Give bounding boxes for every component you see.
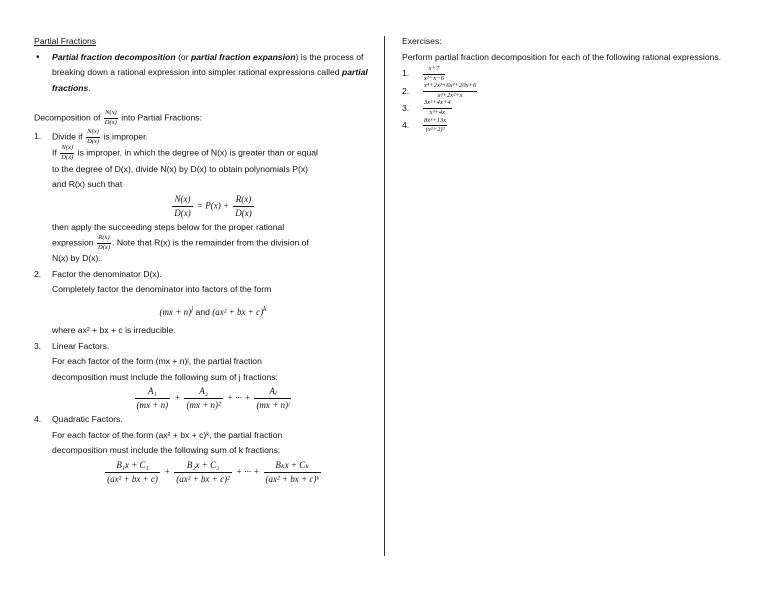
exercise-fraction: $\frac{\text{3x²+4x+4}}{\text{x³+4x}}$ xyxy=(424,99,451,116)
step-2-heading: Factor the denominator D(x). xyxy=(52,268,162,279)
step-3-heading: Linear Factors. xyxy=(52,340,110,351)
exercise-list xyxy=(402,66,742,134)
exercise-number: 4. xyxy=(402,119,410,130)
left-column xyxy=(34,34,374,486)
exercise-item xyxy=(402,118,742,134)
division-equation: $\frac{N(x)}{D(x)}$ = P(x) + $\frac{R(x)}{D(x)}$ xyxy=(174,193,252,218)
column-divider xyxy=(384,36,385,556)
exercise-number: 2. xyxy=(402,85,410,96)
exercise-item xyxy=(402,83,742,99)
exercises-title: Exercises: xyxy=(402,36,442,46)
exercise-number: 1. xyxy=(402,68,410,79)
step-2: 2. Factor the denominator D(x). Completely factor the denominator into factors of the form (mx + n)$^j$ and (ax² + bx + c)$^k$ where ax² + bx + c is irreducible. xyxy=(34,267,374,339)
exercise-fraction: $\frac{\text{x⁴+2x³+6x²+20x+6}}{\text{x³+2x²+x}}$ xyxy=(424,82,477,99)
step-1-heading: Divide if $\frac{N(x)}{D(x)}$ is improper. xyxy=(52,128,148,145)
right-column xyxy=(402,34,742,135)
linear-sum: $\frac{\text{A₁}}{(mx + n)}$ + $\frac{\text{A₂}}{\text{(mx + n)²}}$ + ··· + $\frac{\text{Aⱼ}}{\text{(mx + n)ʲ}}$ xyxy=(136,386,290,411)
term-partial-fractions: partial fractions xyxy=(52,67,368,93)
exercise-item xyxy=(402,66,742,82)
step-4: 4. Quadratic Factors. For each factor of the form (ax² + bx + c)ᵏ, the partial fraction decomposition must include the following sum of k fractions: $\frac{\text{B₁x + C₁}}{\text{(ax² + bx + c)}}$ + $\frac{\text{B₂x + C₂}}{\text{(ax² + bx + c)²}}$ + ··· + Bₖx + Cₖ (ax² + bx + c)ᵏ xyxy=(34,412,374,484)
section-title: Partial Fractions xyxy=(34,36,97,46)
exercise-fraction: $\frac{\text{8x³+13x}}{\text{(x²+2)²}}$ xyxy=(424,116,447,134)
exercises-intro: Perform partial fraction decomposition for each of the following rational expressions. xyxy=(402,51,722,62)
exercise-item xyxy=(402,100,742,116)
quadratic-sum: $\frac{\text{B₁x + C₁}}{\text{(ax² + bx + c)}}$ + $\frac{\text{B₂x + C₂}}{\text{(ax² + bx + c)²}}$ + ··· + Bₖx + Cₖ (ax² + bx + c)ᵏ xyxy=(107,459,319,484)
step-1: 1. Divide if $\frac{N(x)}{D(x)}$ is improper. If $\frac{N(x)}{D(x)}$ is improper, in which the degree of N(x) is greater than or equal to the degree of D(x), divide N(x) by D(x) to obtain polynomials P(x) and R(x) such that $\frac{N(x)}{D(x)}$ = P(x) + $\frac{R(x)}{D(x)}$ then apply the succeeding steps below for the proper rational expression $\frac{R(x)}{D(x)}$ . Note that R(x) is the remainder from the division of N(x) by D(x). xyxy=(34,129,374,267)
step-4-heading: Quadratic Factors. xyxy=(52,414,123,425)
factor-forms: (mx + n)$^j$ and (ax² + bx + c)$^k$ xyxy=(159,303,267,317)
definition-bullet: • Partial fraction decomposition (or partial fraction expansion) is the process of breaking down a rational expression into simpler rational expressions called partial fractions. xyxy=(34,50,374,97)
term-decomposition: Partial fraction decomposition xyxy=(52,51,176,62)
step-3: 3. Linear Factors. For each factor of the form (mx + n)ʲ, the partial fraction decomposition must include the following sum of j fractions: $\frac{\text{A₁}}{(mx + n)}$ + $\frac{\text{A₂}}{\text{(mx + n)²}}$ + ··· + $\frac{\text{Aⱼ}}{\text{(mx + n)ʲ}}$ xyxy=(34,339,374,411)
step-1-text: If $\frac{N(x)}{D(x)}$ is improper, in which the degree of N(x) is greater than or equal xyxy=(52,144,318,161)
exercise-fraction: $\frac{x+7}{\text{x²−x−6}}$ xyxy=(424,65,445,82)
term-expansion: partial fraction expansion xyxy=(190,51,296,62)
decomposition-heading: Decomposition of $\frac{N(x)}{D(x)}$ into Partial Fractions: xyxy=(34,109,202,126)
fraction-n-over-d: $\frac{N(x)}{D(x)}$ xyxy=(104,109,117,126)
exercise-number: 3. xyxy=(402,102,410,113)
